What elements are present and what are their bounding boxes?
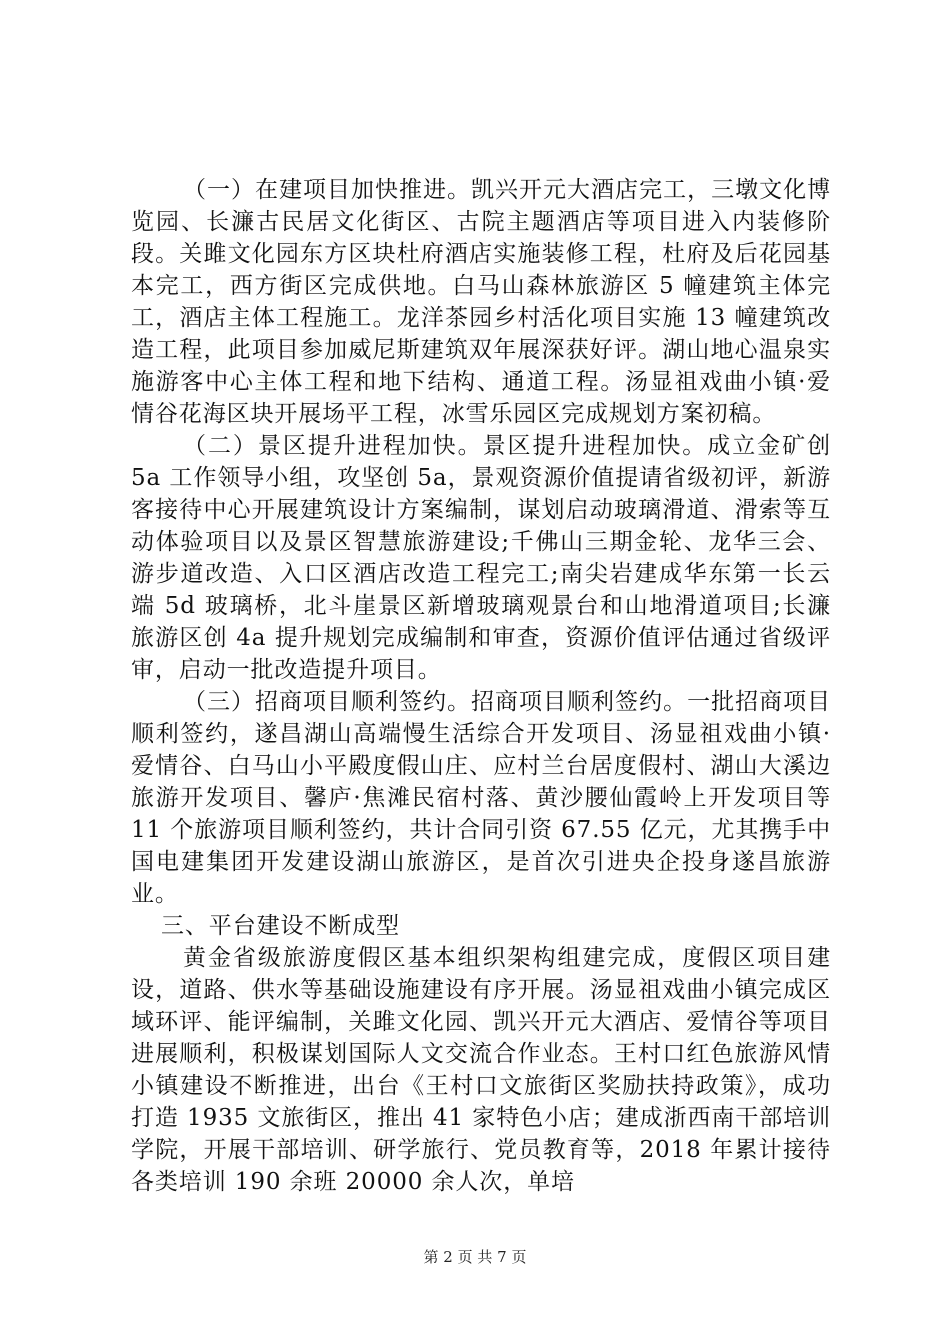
section-heading-platform-construction: 三、平台建设不断成型 — [161, 913, 400, 939]
paragraph-projects-under-construction: （一）在建项目加快推进。凯兴开元大酒店完工，三墩文化博览园、长濂古民居文化街区、古院主题酒店等项目进入内装修阶段。关雎文化园东方区块杜府酒店实施装修工程，杜府及后花园基本完工，西方街区完成供地。白马山森林旅游区 5 幢建筑主体完工，酒店主体工程施工。龙洋茶园乡村活化项目实施 13 幢建筑改造工程，此项目参加威尼斯建筑双年展深获好评。湖山地心温泉实施游客中心主体工程和地下结构、通道工程。汤显祖戏曲小镇·爱情谷花海区块开展场平工程，冰雪乐园区完成规划方案初稿。 — [131, 177, 831, 427]
document-body — [131, 174, 831, 1198]
paragraph-scenic-upgrade: （二）景区提升进程加快。景区提升进程加快。成立金矿创 5a 工作领导小组，攻坚创 5a，景观资源价值提请省级初评，新游客接待中心开展建筑设计方案编制，谋划启动玻璃滑道、滑索等互动体验项目以及景区智慧旅游建设;千佛山三期金轮、龙华三会、游步道改造、入口区酒店改造工程完工;南尖岩建成华东第一长云端 5d 玻璃桥，北斗崖景区新增玻璃观景台和山地滑道项目;长濂旅游区创 4a 提升规划完成编制和审查，资源价值评估通过省级评审，启动一批改造提升项目。 — [131, 433, 831, 683]
paragraph-investment-signing: （三）招商项目顺利签约。招商项目顺利签约。一批招商项目顺利签约，遂昌湖山高端慢生活综合开发项目、汤显祖戏曲小镇·爱情谷、白马山小平殿度假山庄、应村兰台居度假村、湖山大溪边旅游开发项目、馨庐·焦滩民宿村落、黄沙腰仙霞岭上开发项目等 11 个旅游项目顺利签约，共计合同引资 67.55 亿元，尤其携手中国电建集团开发建设湖山旅游区，是首次引进央企投身遂昌旅游业。 — [131, 689, 831, 907]
page-number-footer: 第 2 页 共 7 页 — [423, 1248, 527, 1266]
paragraph-resort-platform: 黄金省级旅游度假区基本组织架构组建完成，度假区项目建设，道路、供水等基础设施建设有序开展。汤显祖戏曲小镇完成区域环评、能评编制，关雎文化园、凯兴开元大酒店、爱情谷等项目进展顺利，积极谋划国际人文交流合作业态。王村口红色旅游风情小镇建设不断推进，出台《王村口文旅街区奖励扶持政策》，成功打造 1935 文旅街区，推出 41 家特色小店；建成浙西南干部培训学院，开展干部培训、研学旅行、党员教育等，2018 年累计接待各类培训 190 余班 20000 余人次，单培 — [131, 945, 831, 1195]
